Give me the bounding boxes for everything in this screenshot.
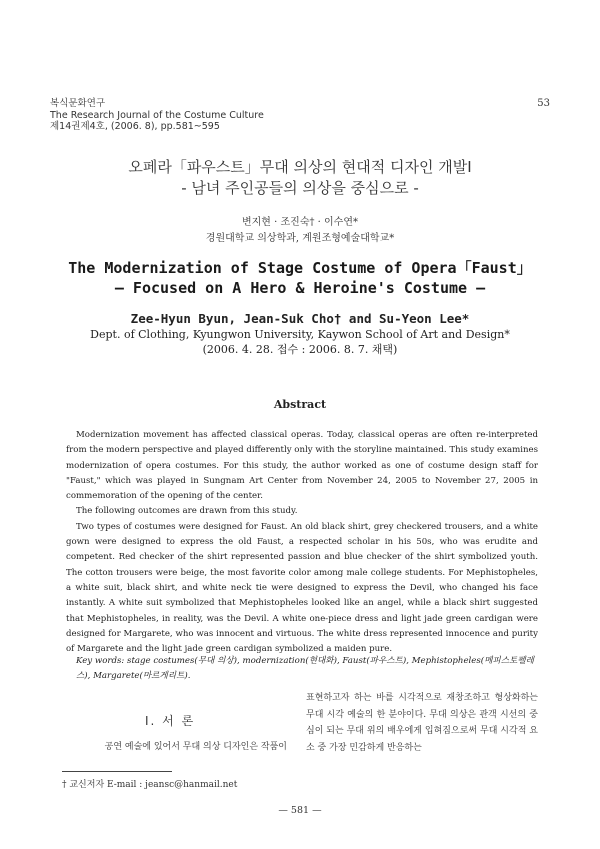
korean-author-names: 변지현 · 조진숙† · 이수연*: [241, 217, 358, 228]
korean-title-line2: - 남녀 주인공들의 의상을 중심으로 -: [181, 179, 419, 197]
submission-dates: (2006. 4. 28. 접수 : 2006. 8. 7. 채택): [202, 343, 398, 356]
page-number-top: 53: [537, 98, 550, 109]
keywords-label: Key words:: [76, 656, 125, 666]
keywords-text: stage costumes(무대 의상), modernization(현대화), Faust(파우스트), Mephistopheles(메피스토펠레스), Margarete(마르게리트).: [76, 656, 534, 682]
journal-info: [50, 98, 264, 133]
section-heading-introduction: Ⅰ. 서 론: [145, 714, 196, 728]
korean-title: [0, 157, 600, 199]
korean-title-line1: 오페라「파우스트」무대 의상의 현대적 디자인 개발Ⅰ: [128, 158, 472, 176]
journal-english-name: The Research Journal of the Costume Culture: [50, 109, 264, 121]
english-authors: [0, 310, 600, 357]
abstract-paragraph-2: The following outcomes are drawn from this study.: [76, 506, 298, 517]
left-column-text: 공연 예술에 있어서 무대 의상 디자인은 작품이: [104, 742, 287, 752]
abstract-paragraph-1: Modernization movement has affected classical operas. Today, classical operas are often re-interpreted from the modern perspective and played differently only with the storyline maintained. This study examines modernization of opera costumes. For this study, the author worked as one of costume design staff for "Faust," which was played in Sungnam Art Center from November 24, 2005 to November 27, 2005 in commemoration of the opening of the center.: [66, 430, 538, 502]
footnote-divider: [62, 771, 172, 772]
english-author-names: Zee-Hyun Byun, Jean-Suk Cho† and Su-Yeon Lee*: [130, 311, 470, 326]
keywords: [76, 654, 538, 685]
abstract-paragraph-3: Two types of costumes were designed for Faust. An old black shirt, grey checkered trousers, and a white gown were designed to express the old Faust, a respected scholar in his 50s, who was erudite and competent. Red checker of the shirt represented passion and blue checker of the shirt symbolized youth. The cotton trousers were beige, the most favorite color among male college students. For Mephistopheles, a white suit, black shirt, and white neck tie were designed to express the Devil, who changed his face instantly. A white suit symbolized that Mephistopheles looked like an angel, while a black shirt suggested that Mephistopheles, in reality, was the Devil. A white one-piece dress and light jade green cardigan were designed for Margarete, who was innocent and virtuous. The white dress represented innocence and purity of Margarete and the light jade green cardigan symbolized a maiden pure.: [66, 521, 538, 655]
journal-korean-name: 복식문화연구: [50, 98, 106, 109]
footnote-corresponding-author: † 교신저자 E-mail : jeansc@hanmail.net: [62, 780, 238, 790]
abstract-body: [66, 428, 538, 657]
english-title: [0, 258, 600, 298]
english-title-line2: ― Focused on A Hero & Heroine's Costume ―: [114, 279, 486, 297]
english-title-line1: The Modernization of Stage Costume of Opera「Faust」: [68, 259, 532, 277]
english-affiliation: Dept. of Clothing, Kyungwon University, Kaywon School of Art and Design*: [90, 328, 510, 341]
abstract-heading: Abstract: [273, 398, 327, 411]
korean-authors: [0, 215, 600, 247]
journal-volume-issue: 제14권제4호, (2006. 8), pp.581~595: [50, 121, 220, 132]
right-column-text: 표현하고자 하는 바를 시각적으로 재창조하고 형상화하는 무대 시각 예술의 한 분야이다. 무대 의상은 관객 시선의 중심이 되는 무대 위의 배우에게 입혀짐으로써 무대 시각적 요소 중 가장 민감하게 반응하는: [306, 693, 538, 753]
page-number-bottom: — 581 —: [278, 805, 322, 816]
korean-affiliations: 경원대학교 의상학과, 계원조형예술대학교*: [205, 233, 395, 244]
